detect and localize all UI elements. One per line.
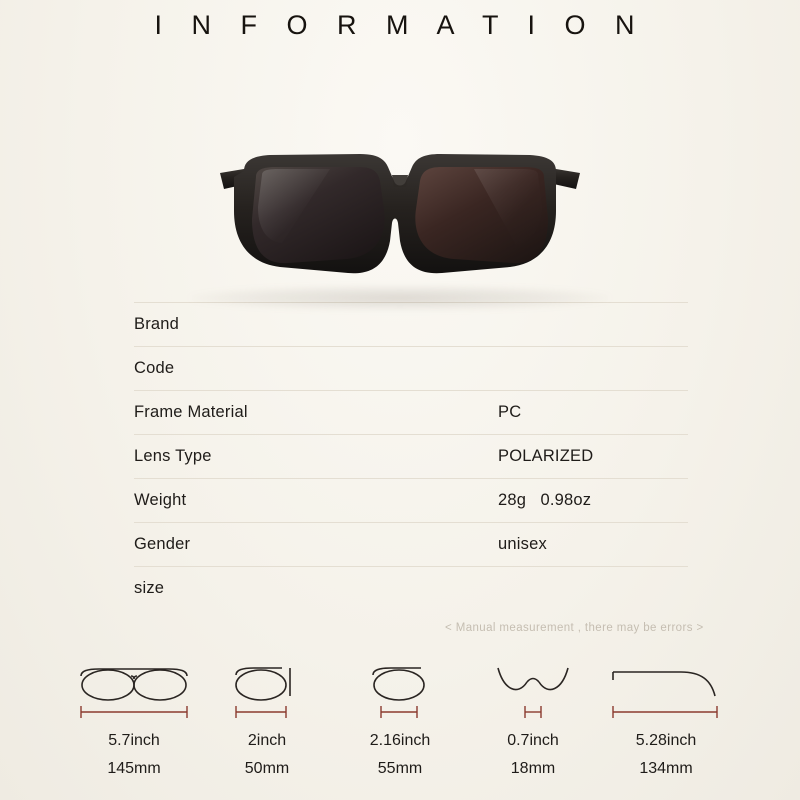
dimension-inch: 5.7inch <box>108 732 160 749</box>
dimension-inch: 5.28inch <box>635 732 697 749</box>
spec-label: Weight <box>134 479 364 523</box>
temple-length-icon <box>604 660 728 722</box>
spec-label: Frame Material <box>134 391 364 435</box>
table-row <box>134 391 688 435</box>
full-frame-front-icon <box>72 660 196 722</box>
dimension-item-frame-width <box>72 660 196 778</box>
spec-label: Gender <box>134 523 364 567</box>
product-image-area <box>0 49 800 284</box>
dimension-item-temple-length <box>604 660 728 778</box>
dimension-mm: 55mm <box>377 760 423 777</box>
sunglasses-image <box>210 137 590 287</box>
dimension-mm: 18mm <box>510 760 556 777</box>
dimension-item-lens-height <box>338 660 462 778</box>
spec-label: Lens Type <box>134 435 364 479</box>
spec-label: Code <box>134 347 364 391</box>
dimension-item-bridge-width <box>471 660 595 778</box>
measurement-note: < Manual measurement , there may be errors > <box>445 622 704 634</box>
spec-label: Brand <box>134 303 364 347</box>
spec-label: size <box>134 579 165 598</box>
table-row <box>134 523 688 567</box>
spec-value: POLARIZED <box>364 435 688 479</box>
dimension-inch: 2inch <box>247 732 287 749</box>
table-row <box>134 479 688 523</box>
spec-value: 28g 0.98oz <box>364 479 688 523</box>
dimension-mm: 50mm <box>244 760 290 777</box>
spec-value <box>364 347 688 391</box>
spec-value: unisex <box>364 523 688 567</box>
dimension-item-lens-width <box>205 660 329 778</box>
lens-height-icon <box>338 660 462 722</box>
table-row <box>134 347 688 391</box>
dimension-mm: 134mm <box>639 760 693 777</box>
dimension-inch: 2.16inch <box>369 732 431 749</box>
spec-value: PC <box>364 391 688 435</box>
specification-table <box>134 302 688 611</box>
dimension-row <box>0 660 800 778</box>
page-title: I N F O R M A T I O N <box>154 10 646 40</box>
table-row <box>134 567 688 611</box>
table-row <box>134 435 688 479</box>
dimension-inch: 0.7inch <box>507 732 559 749</box>
spec-value <box>364 567 688 611</box>
product-shadow <box>190 285 610 311</box>
lens-width-icon <box>205 660 329 722</box>
dimension-mm: 145mm <box>107 760 161 777</box>
bridge-width-icon <box>471 660 595 722</box>
